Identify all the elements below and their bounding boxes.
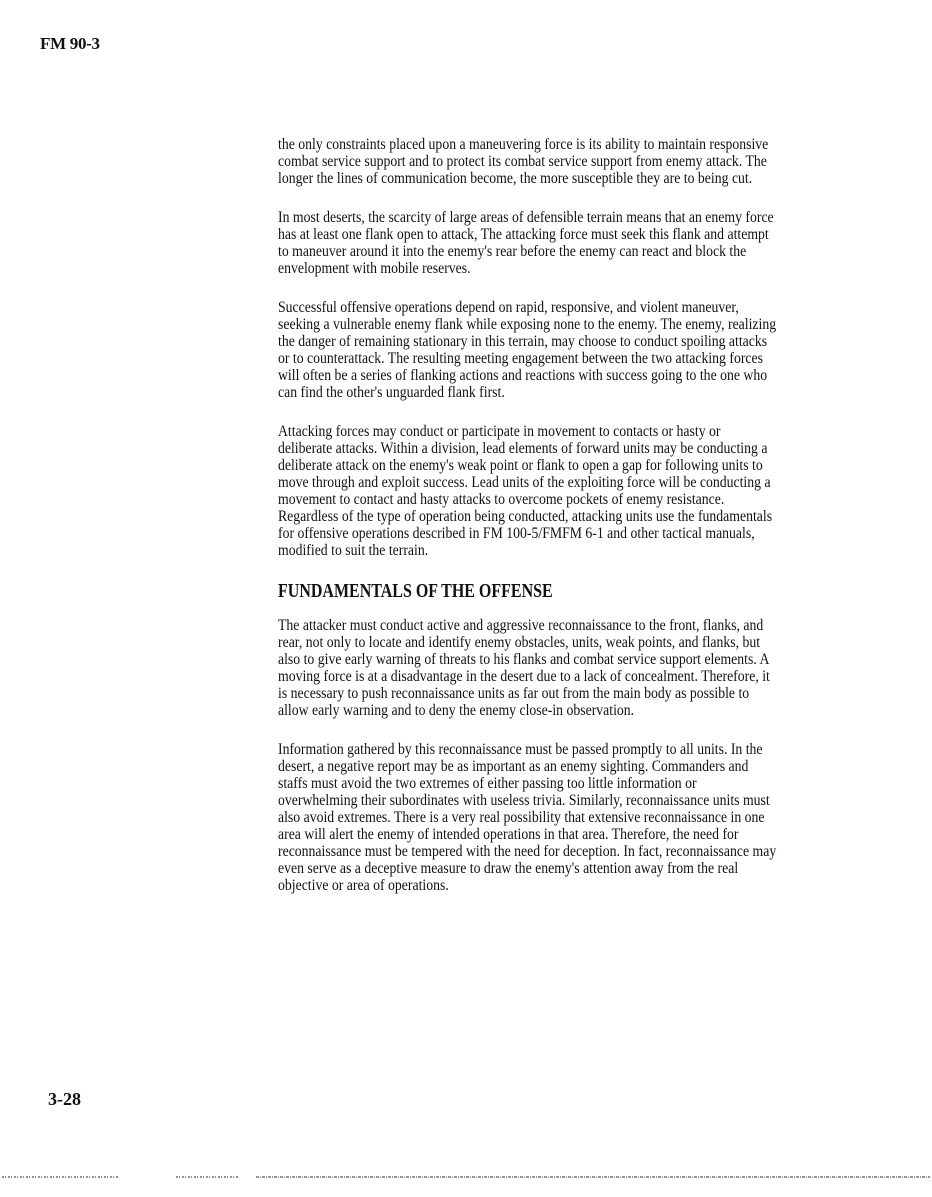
body-text xyxy=(278,136,778,916)
paragraph: Successful offensive operations depend on rapid, responsive, and violent maneuver, seeking a vulnerable enemy flank while exposing none to the enemy. The enemy, realizing the danger of remaining stationary in this terrain, may choose to conduct spoiling attacks or to counterattack. The resulting meeting engagement between the two attacking forces will often be a series of flanking actions and reactions with success going to the one who can find the other's unguarded flank first. xyxy=(278,299,777,401)
paragraph: Information gathered by this reconnaissance must be passed promptly to all units. In the desert, a negative report may be as important as an enemy sighting. Commanders and staffs must avoid the two extremes of either passing too little information or overwhelming their subordinates with useless trivia. Similarly, reconnaissance units must also avoid extremes. There is a very real possibility that extensive reconnaissance in one area will alert the enemy of intended operations in that area. Therefore, the need for reconnaissance must be tempered with the need for deception. In fact, reconnaissance may even serve as a deceptive measure to draw the enemy's attention away from the real objective or area of operations. xyxy=(278,741,777,894)
paragraph: In most deserts, the scarcity of large areas of defensible terrain means that an enemy force has at least one flank open to attack, The attacking force must seek this flank and attempt to maneuver around it into the enemy's rear before the enemy can react and block the envelopment with mobile reserves. xyxy=(278,209,774,277)
scan-noise-line xyxy=(0,1173,932,1181)
paragraph: the only constraints placed upon a maneuvering force is its ability to maintain responsive combat service support and to protect its combat service support from enemy attack. The longer the lines of communication become, the more susceptible they are to being cut. xyxy=(278,136,769,187)
paragraph: Attacking forces may conduct or participate in movement to contacts or hasty or deliberate attacks. Within a division, lead elements of forward units may be conducting a deliberate attack on the enemy's weak point or flank to open a gap for following units to move through and exploit success. Lead units of the exploiting force will be conducting a movement to contact and hasty attacks to overcome pockets of enemy resistance. Regardless of the type of operation being conducted, attacking units use the fundamentals for offensive operations described in FM 100-5/FMFM 6-1 and other tactical manuals, modified to suit the terrain. xyxy=(278,423,773,559)
running-head: FM 90-3 xyxy=(40,34,100,53)
page-number: 3-28 xyxy=(48,1089,81,1109)
section-heading: FUNDAMENTALS OF THE OFFENSE xyxy=(278,581,553,602)
paragraph: The attacker must conduct active and aggressive reconnaissance to the front, flanks, and rear, not only to locate and identify enemy obstacles, units, weak points, and flanks, but also to give early warning of threats to his flanks and combat service support elements. A moving force is at a disadvantage in the desert due to a lack of concealment. Therefore, it is necessary to push reconnaissance units as far out from the main body as possible to allow early warning and to deny the enemy close-in observation. xyxy=(278,617,770,719)
